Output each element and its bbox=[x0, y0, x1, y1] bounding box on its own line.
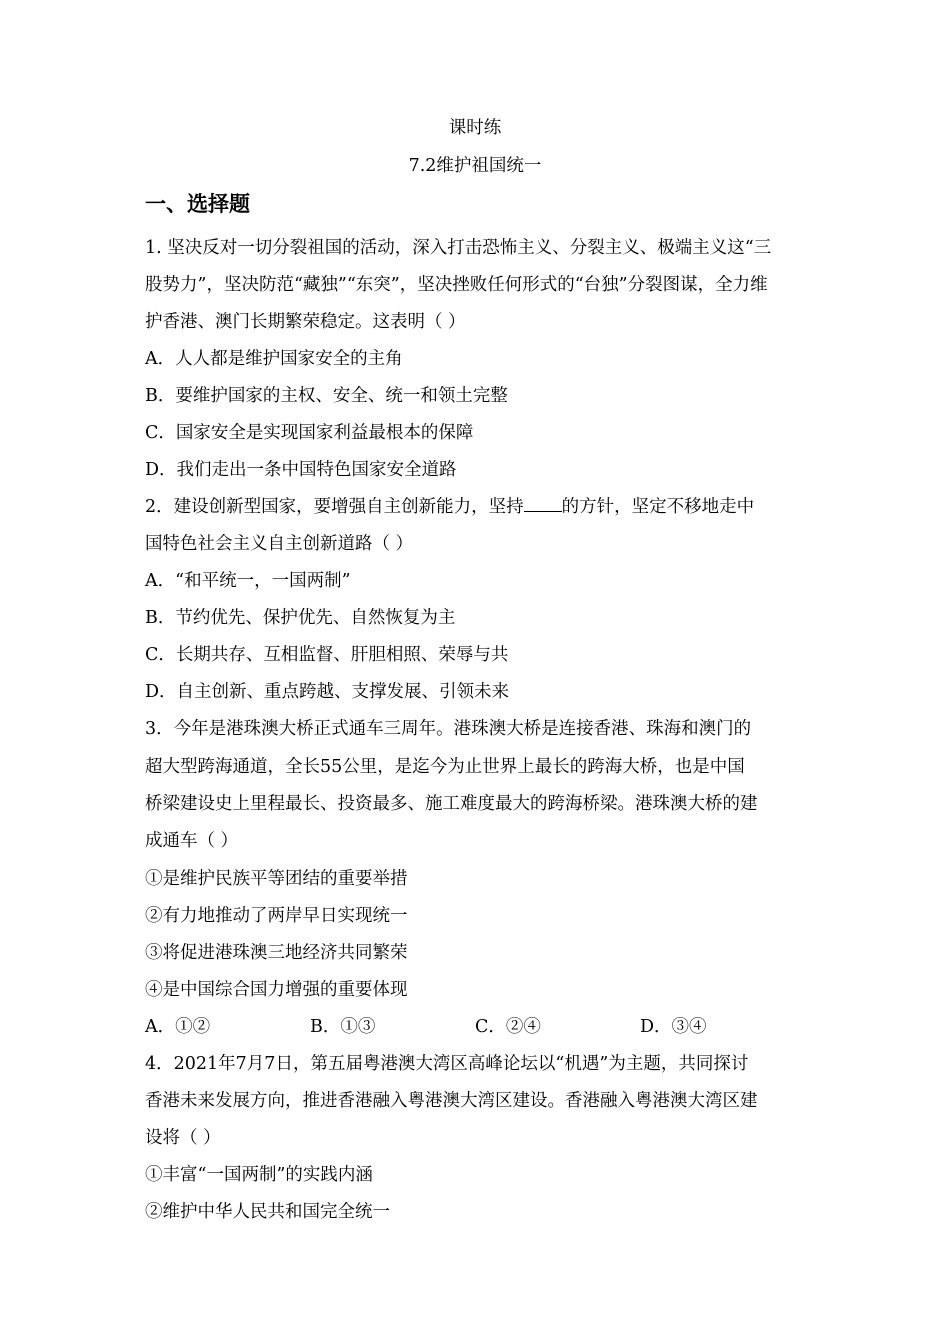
lesson-title: 7.2维护祖国统一 bbox=[408, 156, 542, 176]
q4-stem-line: 设将（ ） bbox=[145, 1128, 221, 1148]
q3-statement-4: ④是中国综合国力增强的重要体现 bbox=[145, 980, 408, 1000]
q1-option-c: C．国家安全是实现国家利益最根本的保障 bbox=[145, 423, 474, 443]
q1-stem-line: 1. 坚决反对一切分裂祖国的活动，深入打击恐怖主义、分裂主义、极端主义这“三 bbox=[145, 238, 772, 258]
q4-stem-line: 香港未来发展方向，推进香港融入粤港澳大湾区建设。香港融入粤港澳大湾区建 bbox=[145, 1091, 758, 1111]
fill-in-blank bbox=[524, 496, 562, 512]
q3-option-a: A．①② bbox=[145, 1017, 211, 1037]
q3-statement-3: ③将促进港珠澳三地经济共同繁荣 bbox=[145, 943, 408, 963]
q2-option-a: A．“和平统一，一国两制” bbox=[145, 571, 351, 591]
q3-option-d: D．③④ bbox=[640, 1017, 707, 1037]
q1-option-a: A．人人都是维护国家安全的主角 bbox=[145, 349, 403, 369]
q3-option-c: C．②④ bbox=[475, 1017, 541, 1037]
q2-option-d: D．自主创新、重点跨越、支撑发展、引领未来 bbox=[145, 682, 510, 702]
q1-stem-line: 股势力”，坚决防范“藏独”“东突”，坚决挫败任何形式的“台独”分裂图谋，全力维 bbox=[145, 275, 768, 295]
q2-stem-after-blank: 的方针，坚定不移地走中 bbox=[561, 497, 755, 517]
q2-stem-line: 国特色社会主义自主创新道路（ ） bbox=[145, 534, 414, 554]
document-title: 课时练 bbox=[448, 118, 502, 138]
q3-stem-line: 成通车（ ） bbox=[145, 831, 239, 851]
q1-stem-line: 护香港、澳门长期繁荣稳定。这表明（ ） bbox=[145, 312, 466, 332]
section-heading: 一、选择题 bbox=[145, 192, 250, 216]
q3-statement-1: ①是维护民族平等团结的重要举措 bbox=[145, 869, 408, 889]
q4-statement-2: ②维护中华人民共和国完全统一 bbox=[145, 1202, 390, 1222]
q3-stem-line: 3．今年是港珠澳大桥正式通车三周年。港珠澳大桥是连接香港、珠海和澳门的 bbox=[145, 719, 752, 739]
q2-stem-before-blank: 2．建设创新型国家，要增强自主创新能力，坚持 bbox=[145, 497, 524, 517]
q3-statement-2: ②有力地推动了两岸早日实现统一 bbox=[145, 906, 408, 926]
q4-stem-line: 4．2021年7月7日，第五届粤港澳大湾区高峰论坛以“机遇”为主题，共同探讨 bbox=[145, 1054, 749, 1074]
q2-option-b: B．节约优先、保护优先、自然恢复为主 bbox=[145, 608, 456, 628]
q2-stem-line bbox=[145, 495, 810, 519]
q3-option-b: B．①③ bbox=[310, 1017, 376, 1037]
q3-stem-line: 超大型跨海通道，全长55公里，是迄今为止世界上最长的跨海大桥，也是中国 bbox=[145, 757, 745, 777]
q1-option-d: D．我们走出一条中国特色国家安全道路 bbox=[145, 460, 457, 480]
q2-option-c: C．长期共存、互相监督、肝胆相照、荣辱与共 bbox=[145, 645, 509, 665]
q1-option-b: B．要维护国家的主权、安全、统一和领土完整 bbox=[145, 386, 508, 406]
q4-statement-1: ①丰富“一国两制”的实践内涵 bbox=[145, 1165, 373, 1185]
q3-stem-line: 桥梁建设史上里程最长、投资最多、施工难度最大的跨海桥梁。港珠澳大桥的建 bbox=[145, 794, 758, 814]
